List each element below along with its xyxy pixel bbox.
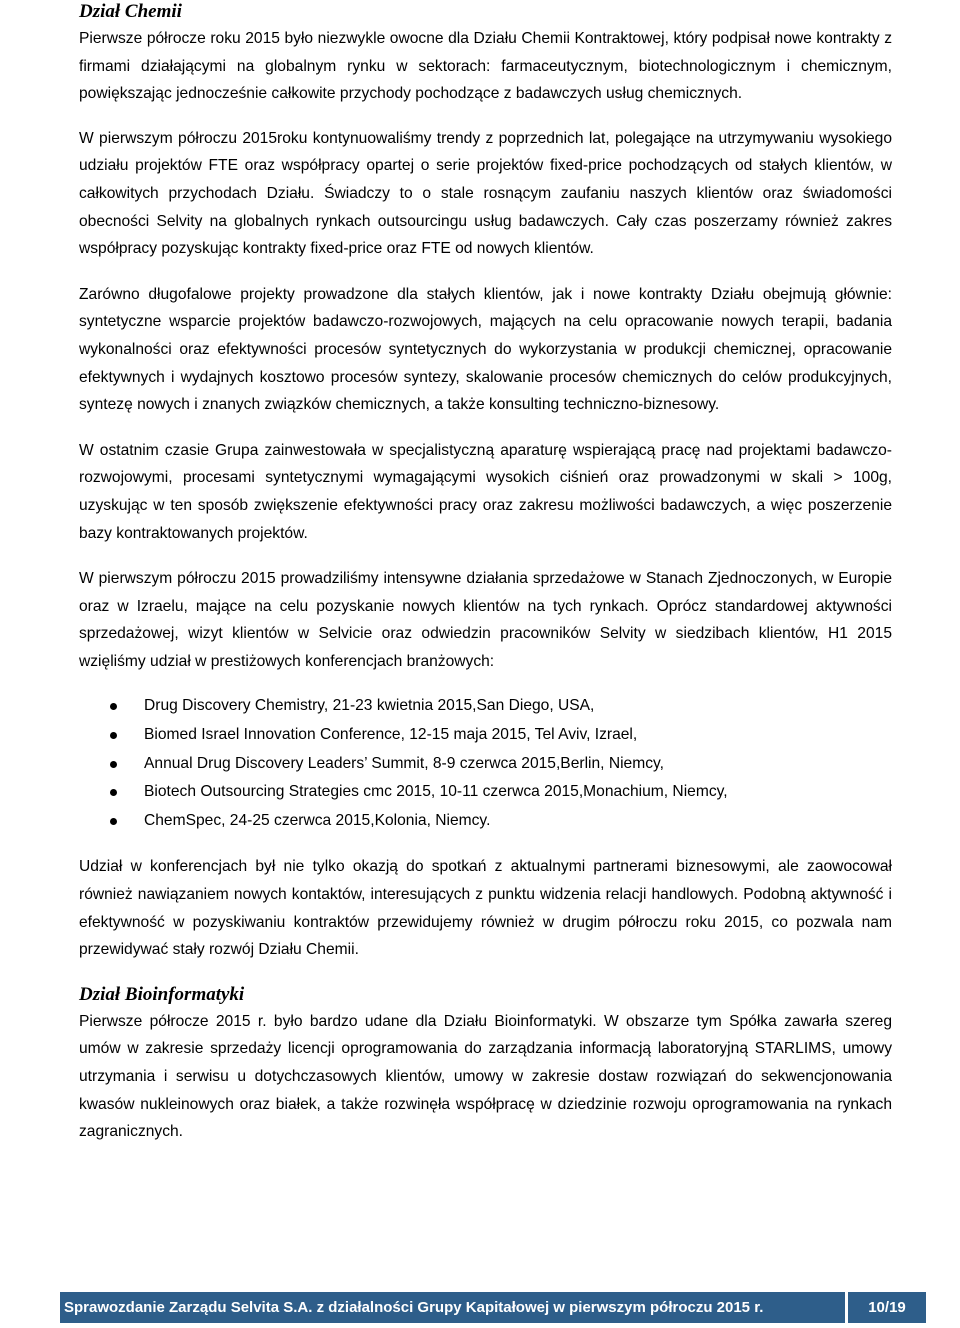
list-item	[79, 692, 892, 721]
footer-title: Sprawozdanie Zarządu Selvita S.A. z działalności Grupy Kapitałowej w pierwszym półroczu 2015 r.	[60, 1292, 845, 1323]
list-item	[79, 778, 892, 807]
paragraph: Udział w konferencjach był nie tylko okazją do spotkań z aktualnymi partnerami biznesowymi, ale zaowocował również nawiązaniem nowych kontaktów, interesujących z punktu widzenia relacji handlowych. Podobną aktywność i efektywność w pozyskiwaniu kontraktów przewidujemy również w drugim półroczu roku 2015, co pozwala nam przewidywać stały rozwój Działu Chemii.	[79, 858, 892, 959]
page-number: 10/19	[848, 1292, 926, 1323]
conference-list	[79, 692, 892, 835]
paragraph: W pierwszym półroczu 2015roku kontynuowaliśmy trendy z poprzednich lat, polegające na utrzymywaniu wysokiego udziału projektów FTE oraz współpracy opartej o serie projektów fixed-price pochodzących od stałych klientów, w całkowitych przychodach Działu. Świadczy to o stale rosnącym zaufaniu naszych klientów oraz świadomości obecności Selvity na globalnych rynkach outsourcingu usług badawczych. Cały czas poszerzamy również zakres współpracy pozyskując kontrakty fixed-price oraz FTE od nowych klientów.	[79, 129, 892, 258]
paragraph: Pierwsze półrocze roku 2015 było niezwykle owocne dla Działu Chemii Kontraktowej, który podpisał nowe kontrakty z firmami działającymi na globalnym rynku w sektorach: farmaceutycznym, biotechnologicznym i chemicznym, powiększając jednocześnie całkowite przychody pochodzące z badawczych usług chemicznych.	[79, 30, 892, 103]
list-item-text: Drug Discovery Chemistry, 21-23 kwietnia 2015,San Diego, USA,	[144, 697, 595, 715]
list-item-text: ChemSpec, 24-25 czerwca 2015,Kolonia, Niemcy.	[144, 811, 491, 829]
list-item-text: Biomed Israel Innovation Conference, 12-15 maja 2015, Tel Aviv, Izrael,	[144, 726, 638, 744]
list-item	[79, 807, 892, 836]
bullet-icon	[110, 818, 117, 825]
bullet-icon	[110, 761, 117, 768]
paragraph: Pierwsze półrocze 2015 r. było bardzo udane dla Działu Bioinformatyki. W obszarze tym Spółka zawarła szereg umów w zakresie sprzedaży licencji oprogramowania do zarządzania informacją laboratoryjną STARLIMS, umowy utrzymania i serwisu u dotychczasowych klientów, umowy w zakresie dostaw rozwiązań do sekwencjonowania kwasów nukleinowych oraz białek, a także rozwinęła współpracę w dziedzinie rozwoju oprogramowania na rynkach zagranicznych.	[79, 1012, 892, 1141]
page-footer	[60, 1292, 926, 1323]
list-item	[79, 750, 892, 779]
bullet-icon	[110, 703, 117, 710]
list-item	[79, 721, 892, 750]
bullet-icon	[110, 732, 117, 739]
list-item-text: Biotech Outsourcing Strategies cmc 2015, 10-11 czerwca 2015,Monachium, Niemcy,	[144, 783, 728, 801]
paragraph: W pierwszym półroczu 2015 prowadziliśmy intensywne działania sprzedażowe w Stanach Zjednoczonych, w Europie oraz w Izraelu, mające na celu pozyskanie nowych klientów na tych rynkach. Oprócz standardowej aktywności sprzedażowej, wizyt klientów w Selvicie oraz odwiedzin pracowników Selvity w siedzibach klientów, H1 2015 wzięliśmy udział w prestiżowych konferencjach branżowych:	[79, 570, 892, 670]
section-heading-chemistry: Dział Chemii	[79, 1, 182, 22]
list-item-text: Annual Drug Discovery Leaders’ Summit, 8-9 czerwca 2015,Berlin, Niemcy,	[144, 754, 664, 772]
document-page	[79, 0, 892, 1146]
section-heading-bioinformatics: Dział Bioinformatyki	[79, 983, 245, 1005]
paragraph: W ostatnim czasie Grupa zainwestowała w specjalistyczną aparaturę wspierającą pracę nad projektami badawczo-rozwojowymi, procesami syntetycznymi wymagającymi wysokich ciśnień oraz prowadzonymi w skali > 100g, uzyskując w ten sposób zwiększenie efektywności pracy oraz zakresu możliwości badawczych, a więc poszerzenie bazy kontraktowanych projektów.	[79, 441, 892, 542]
bullet-icon	[110, 789, 117, 796]
paragraph: Zarówno długofalowe projekty prowadzone dla stałych klientów, jak i nowe kontrakty Działu obejmują głównie: syntetyczne wsparcie projektów badawczo-rozwojowych, mających na celu opracowanie nowych terapii, badania wykonalności oraz efektywności procesów syntetycznych do wykorzystania w produkcji chemicznej, opracowanie efektywnych i wydajnych kosztowo procesów syntezy, skalowanie procesów chemicznych do celów produkcyjnych, syntezę nowych i znanych związków chemicznych, a także konsulting techniczno-biznesowy.	[79, 285, 892, 414]
